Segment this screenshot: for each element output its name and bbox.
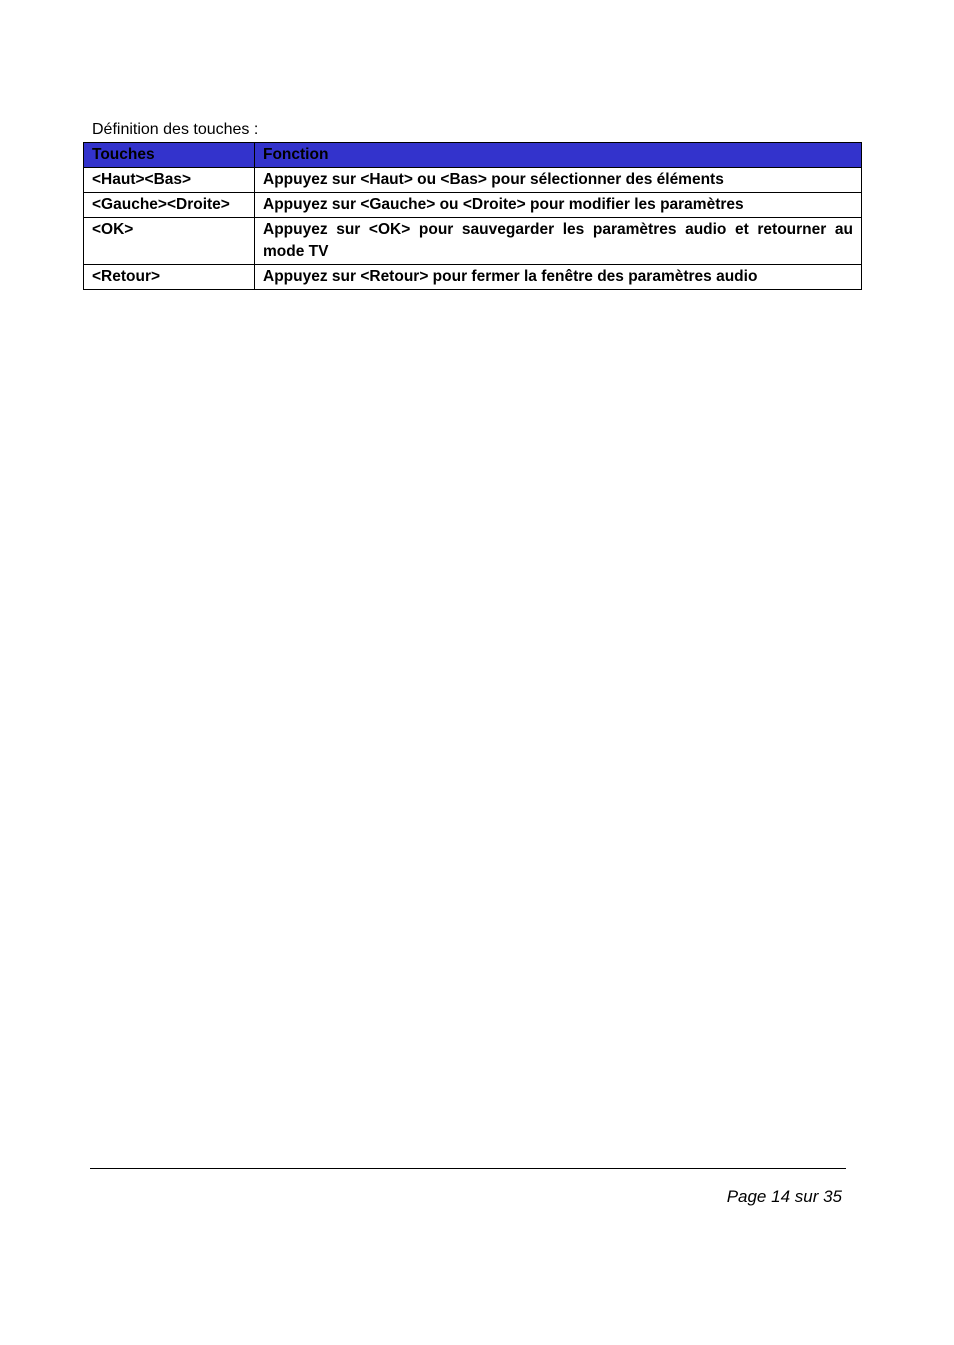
footer-divider bbox=[90, 1168, 846, 1169]
table-row bbox=[84, 193, 862, 218]
function-cell: Appuyez sur <OK> pour sauvegarder les paramètres audio et retourner au mode TV bbox=[255, 218, 862, 265]
key-cell: <Gauche><Droite> bbox=[84, 193, 255, 218]
function-cell: Appuyez sur <Retour> pour fermer la fenêtre des paramètres audio bbox=[255, 265, 862, 290]
table-row bbox=[84, 265, 862, 290]
intro-text: Définition des touches : bbox=[92, 121, 259, 138]
table-header-row bbox=[84, 143, 862, 168]
key-definition-table bbox=[83, 142, 862, 290]
header-touches: Touches bbox=[84, 143, 255, 168]
table-row bbox=[84, 218, 862, 265]
header-fonction: Fonction bbox=[255, 143, 862, 168]
function-cell: Appuyez sur <Haut> ou <Bas> pour sélectionner des éléments bbox=[255, 168, 862, 193]
function-cell: Appuyez sur <Gauche> ou <Droite> pour modifier les paramètres bbox=[255, 193, 862, 218]
table-row bbox=[84, 168, 862, 193]
key-cell: <Retour> bbox=[84, 265, 255, 290]
key-cell: <Haut><Bas> bbox=[84, 168, 255, 193]
key-cell: <OK> bbox=[84, 218, 255, 265]
page-number: Page 14 sur 35 bbox=[726, 1187, 842, 1206]
